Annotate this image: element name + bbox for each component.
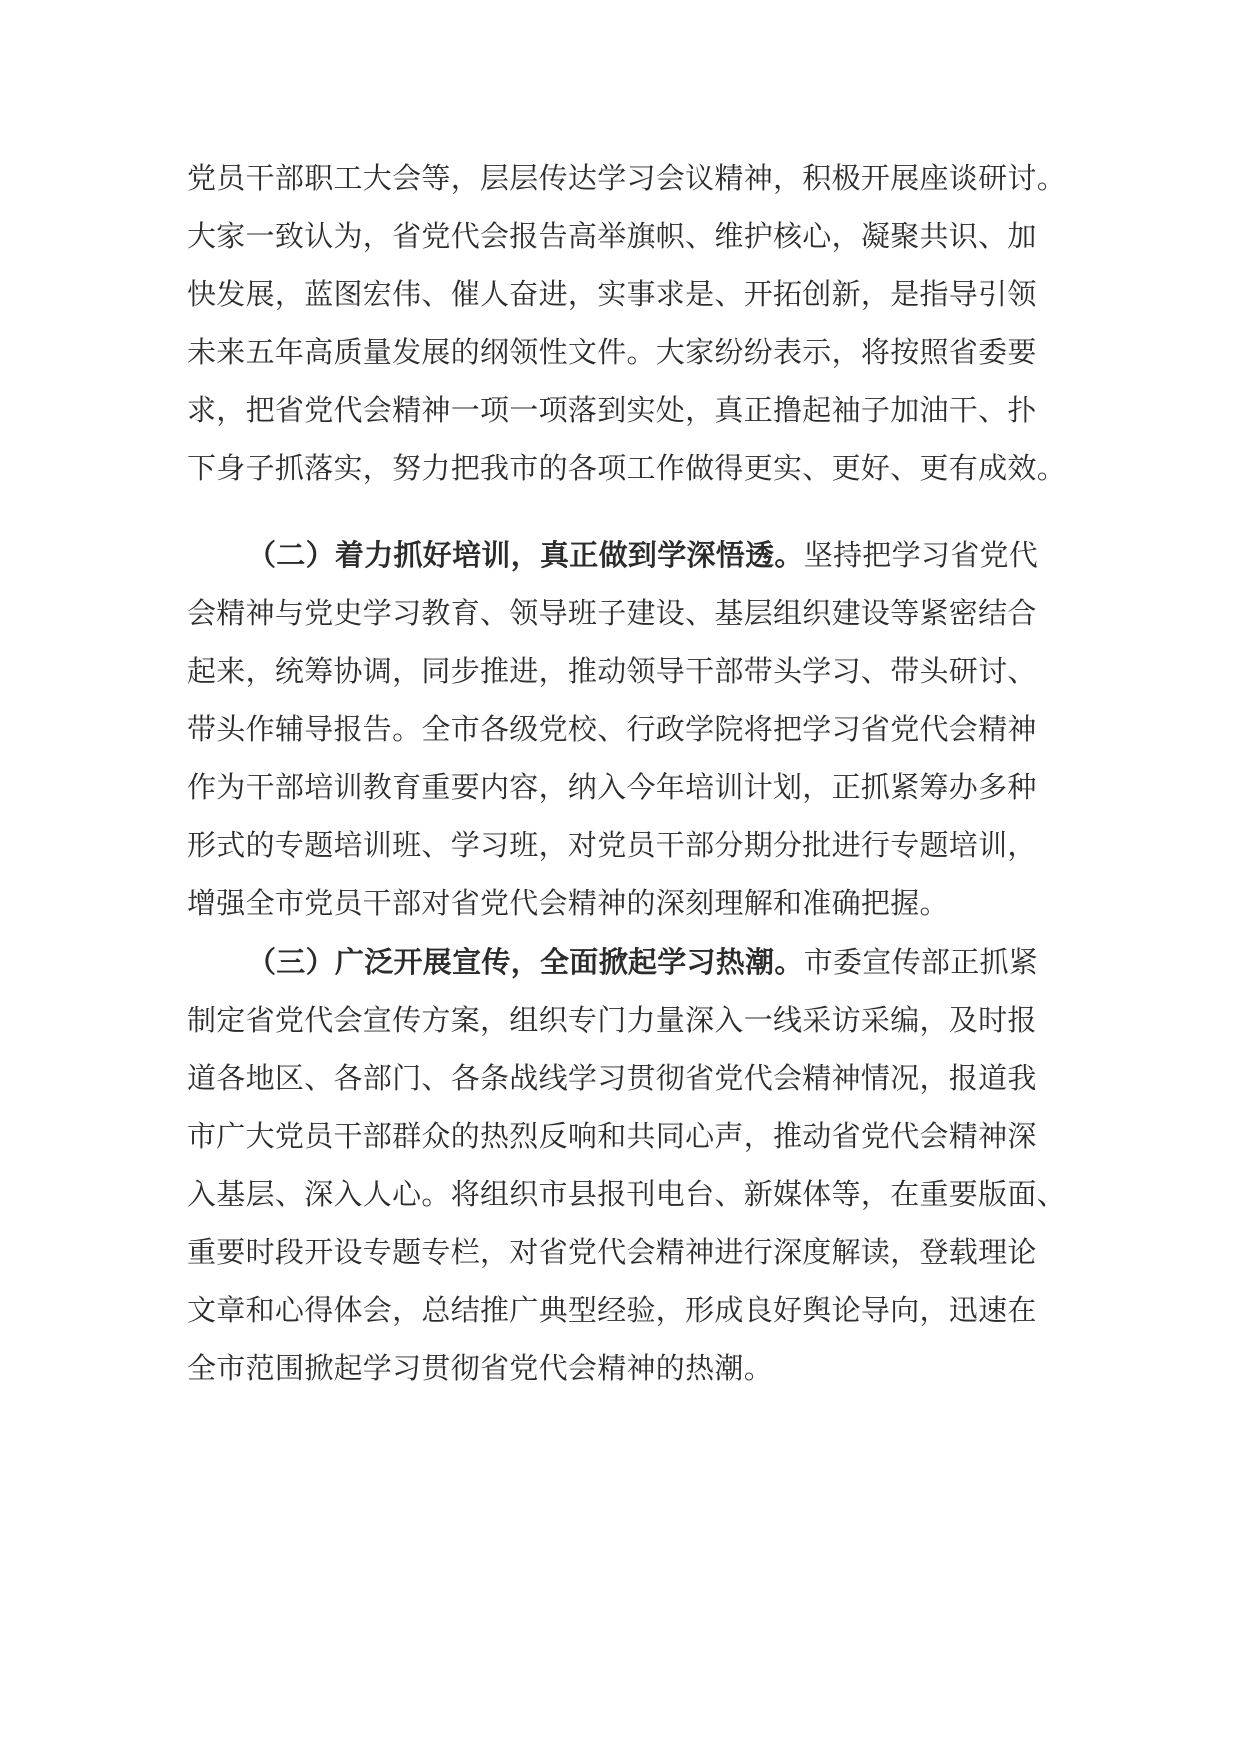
paragraph-1-line: 未来五年高质量发展的纲领性文件。大家纷纷表示，将按照省委要: [187, 335, 1037, 369]
section-3-line: 全市范围掀起学习贯彻省党代会精神的热潮。: [187, 1351, 774, 1385]
section-3-heading: （三）广泛开展宣传，全面掀起学习热潮。: [247, 945, 804, 979]
paragraph-1-line: 党员干部职工大会等，层层传达学习会议精神，积极开展座谈研讨。: [187, 161, 1067, 195]
section-2-line: 带头作辅导报告。全市各级党校、行政学院将把学习省党代会精神: [187, 712, 1037, 746]
paragraph-1-line: 下身子抓落实，努力把我市的各项工作做得更实、更好、更有成效。: [187, 451, 1067, 485]
section-3-line: 重要时段开设专题专栏，对省党代会精神进行深度解读，登载理论: [187, 1235, 1037, 1269]
section-3-first-line: [247, 942, 1127, 982]
section-3-line: 道各地区、各部门、各条战线学习贯彻省党代会精神情况，报道我: [187, 1061, 1037, 1095]
section-2-lead-text: 坚持把学习省党代: [803, 538, 1039, 572]
section-2-line: 增强全市党员干部对省党代会精神的深刻理解和准确把握。: [187, 886, 949, 920]
section-3-line: 制定省党代会宣传方案，组织专门力量深入一线采访采编，及时报: [187, 1003, 1037, 1037]
section-3-line: 入基层、深入人心。将组织市县报刊电台、新媒体等，在重要版面、: [187, 1177, 1067, 1211]
section-2-line: 作为干部培训教育重要内容，纳入今年培训计划，正抓紧筹办多种: [187, 770, 1037, 804]
section-2-line: 会精神与党史学习教育、领导班子建设、基层组织建设等紧密结合: [187, 596, 1037, 630]
section-2-first-line: [247, 535, 1127, 575]
section-2-line: 起来，统筹协调，同步推进，推动领导干部带头学习、带头研讨、: [187, 654, 1037, 688]
section-3-lead-text: 市委宣传部正抓紧: [803, 945, 1039, 979]
section-3-line: 市广大党员干部群众的热烈反响和共同心声，推动省党代会精神深: [187, 1119, 1037, 1153]
paragraph-1-line: 求，把省党代会精神一项一项落到实处，真正撸起袖子加油干、扑: [187, 393, 1037, 427]
paragraph-1-line: 大家一致认为，省党代会报告高举旗帜、维护核心，凝聚共识、加: [187, 219, 1037, 253]
paragraph-1-line: 快发展，蓝图宏伟、催人奋进，实事求是、开拓创新，是指导引领: [187, 277, 1037, 311]
section-2-heading: （二）着力抓好培训，真正做到学深悟透。: [247, 538, 804, 572]
section-3-line: 文章和心得体会，总结推广典型经验，形成良好舆论导向，迅速在: [187, 1293, 1037, 1327]
section-2-line: 形式的专题培训班、学习班，对党员干部分期分批进行专题培训，: [187, 828, 1037, 862]
